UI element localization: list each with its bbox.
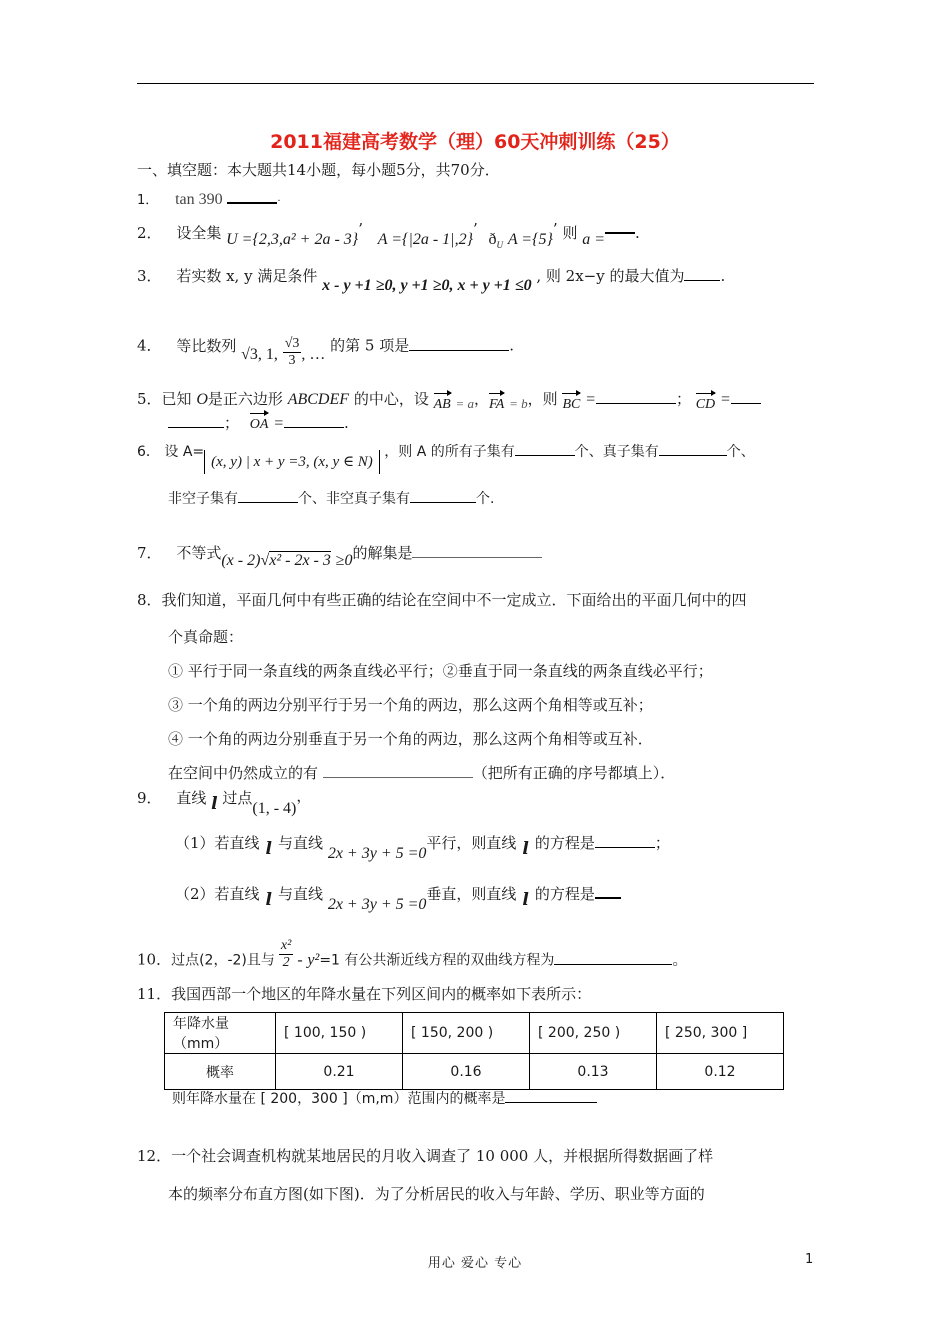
question-11-answer: 则年降水量在 [ 200，300 ]（m,m）范围内的概率是	[172, 1088, 597, 1109]
question-8: 8．我们知道，平面几何中有些正确的结论在空间中不一定成立．下面给出的平面几何中的四	[137, 591, 747, 609]
proposition-4: ④ 一个角的两边分别垂直于另一个角的两边，那么这两个角相等或互补．	[168, 730, 653, 748]
answer-blank	[284, 413, 344, 428]
question-4: 4． 等比数列 √3, 1, $\frac{√3}{3}$ , … 的第 5 项是 .	[137, 336, 515, 368]
question-11: 11．我国西部一个地区的年降水量在下列区间内的概率如下表所示：	[137, 985, 592, 1003]
page-title: 2011福建高考数学（理）60天冲刺训练（25）	[270, 131, 680, 153]
question-2: 2． 设全集 U ={2,3,a² + 2a - 3}’ A ={|2a - 1|,2}’ $ð_U$ A ={5}’ 则 a = .	[137, 220, 640, 250]
header-rule	[137, 83, 814, 84]
fraction: $\frac{\text{x²}}{2}$	[280, 938, 292, 970]
answer-blank	[554, 950, 672, 965]
question-6-line2: 非空子集有 个、非空真子集有 个.	[168, 488, 494, 509]
answer-blank	[684, 266, 720, 281]
question-5-line2: ； OA = .	[168, 413, 349, 435]
question-8-line2: 个真命题：	[168, 628, 244, 646]
answer-blank	[323, 763, 473, 778]
answer-blank	[605, 218, 635, 234]
section-heading: 一、填空题：本大题共14小题，每小题5分，共70分．	[137, 161, 500, 179]
fraction: $\frac{√3}{3}$	[284, 336, 300, 368]
answer-blank	[410, 488, 476, 503]
question-5: 5．已知 O是正六边形 ABCDEF 的中心，设 AB = a，FA = b，则 BC = ； CD =	[137, 389, 761, 411]
answer-blank	[596, 389, 676, 404]
answer-blank	[412, 543, 542, 558]
question-1: 1． tan 390 ·	[137, 188, 281, 212]
page-number: 1	[805, 1252, 814, 1267]
question-12: 12．一个社会调查机构就某地居民的月收入调查了 10 000 人，并根据所得数据画了样	[137, 1147, 714, 1165]
footer-text: 用心 爱心 专心	[427, 1256, 523, 1271]
answer-blank	[731, 389, 761, 404]
answer-blank	[238, 488, 298, 503]
probability-table	[164, 1012, 784, 1090]
answer-blank	[227, 188, 277, 204]
table-row: 概率 0.21 0.16 0.13 0.12	[165, 1054, 784, 1090]
answer-blank	[595, 883, 621, 899]
question-8-answer: 在空间中仍然成立的有 （把所有正确的序号都填上）．	[168, 764, 676, 782]
question-9: 9． 直线 l 过点(1, - 4)，	[137, 787, 312, 817]
table-header-row: 年降水量（mm） [ 100, 150 ) [ 150, 200 ) [ 200, 250 ) [ 250, 300 ]	[165, 1013, 784, 1054]
answer-blank	[168, 413, 224, 428]
answer-blank	[659, 441, 727, 456]
question-12-line2: 本的频率分布直方图(如下图)．为了分析居民的收入与年龄、学历、职业等方面的	[168, 1185, 705, 1203]
question-3: 3． 若实数 x, y 满足条件 x - y +1 ≥0, y +1 ≥0, x + y +1 ≤0 , 则 2x−y 的最大值为 .	[137, 267, 726, 294]
question-6: 6． 设 A=(x, y) | x + y =3, (x, y ∈ N) ，则 A 的所有子集有 个、真子集有 个、	[137, 440, 755, 464]
question-9-part2: （2）若直线 l 与直线 2x + 3y + 5 =0垂直，则直线 l 的方程是	[175, 883, 621, 905]
question-7: 7． 不等式(x - 2)√x² - 2x - 3 ≥0的解集是	[137, 543, 542, 564]
proposition-1-2: ① 平行于同一条直线的两条直线必平行；②垂直于同一条直线的两条直线必平行；	[168, 662, 713, 680]
answer-blank	[409, 336, 509, 351]
proposition-3: ③ 一个角的两边分别平行于另一个角的两边，那么这两个角相等或互补；	[168, 696, 653, 714]
question-9-part1: （1）若直线 l 与直线 2x + 3y + 5 =0平行，则直线 l 的方程是 ；	[175, 834, 670, 862]
question-10: 10．过点(2，-2)且与 $\frac{\text{x²}}{2}$ - y²=1 有公共渐近线方程的双曲线方程为 。	[137, 938, 688, 970]
answer-blank	[505, 1088, 597, 1103]
answer-blank	[595, 833, 655, 848]
answer-blank	[515, 441, 575, 456]
